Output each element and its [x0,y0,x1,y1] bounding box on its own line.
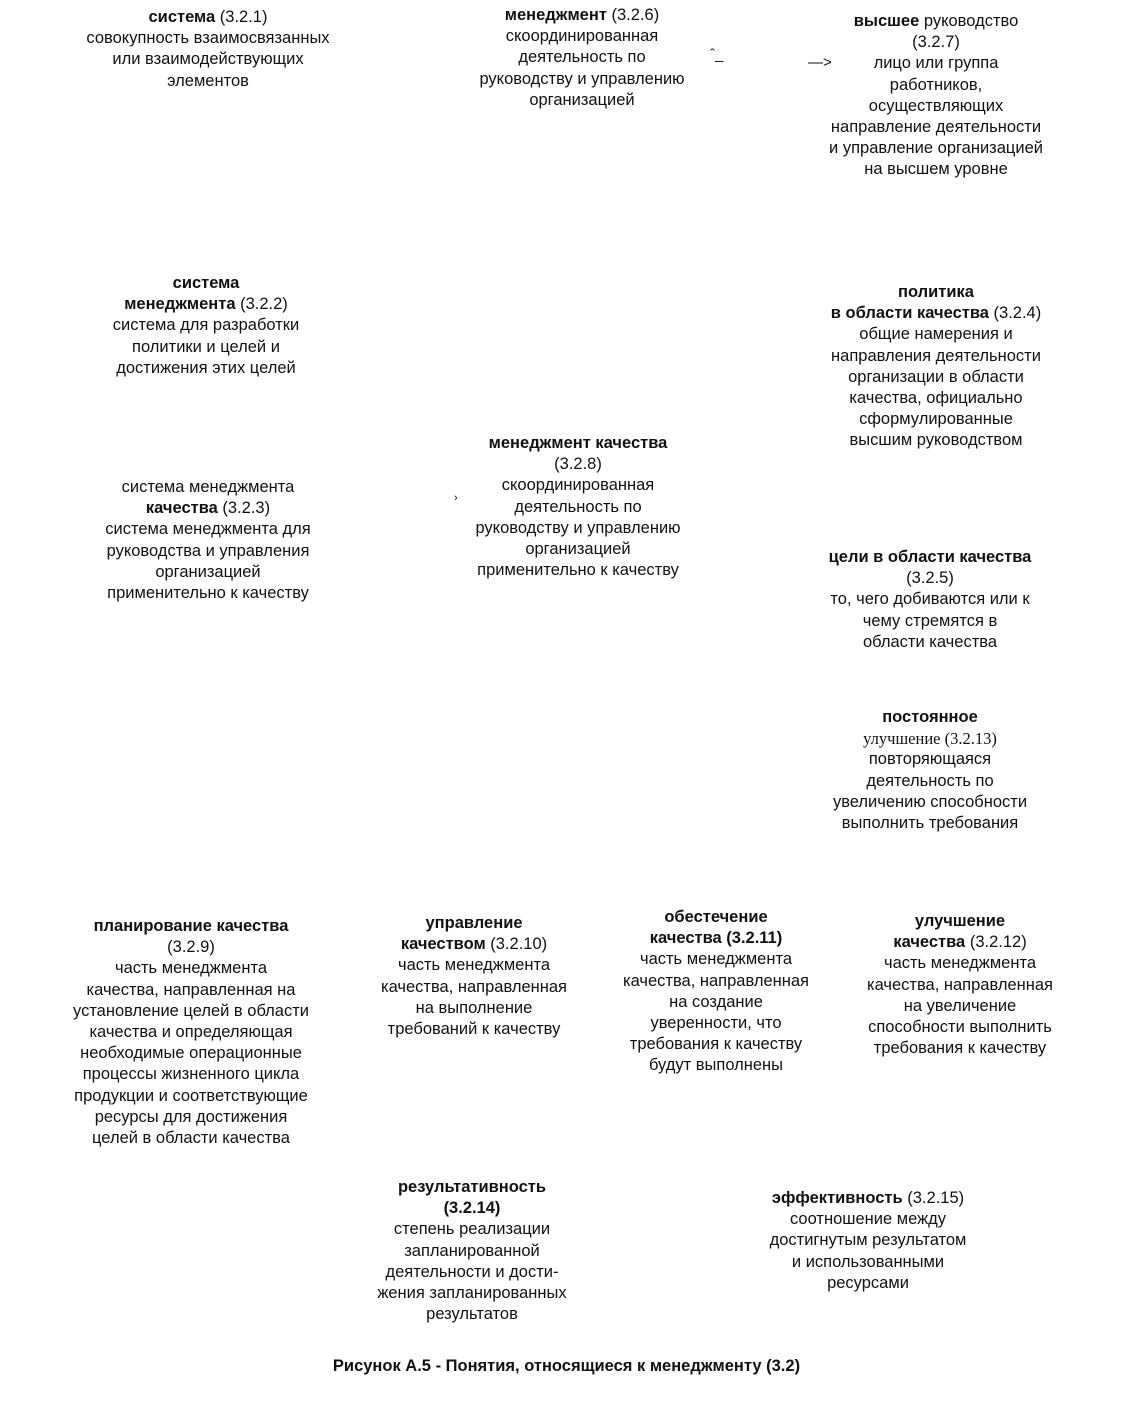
def-line: часть менеджмента [397,956,551,975]
def-line: повторяющаяся [868,750,992,769]
def-line: высшим руководством [849,431,1023,450]
term: улучшение [914,912,1006,930]
def-line: общие намерения и [859,325,1013,344]
def-line: на увеличение [903,996,1017,1015]
def-line: качества, направленная на [86,980,296,999]
ref: (3.2.7) [912,33,960,52]
term: качества [145,499,218,518]
term: эффективность [771,1189,903,1207]
def-line: организацией [525,540,631,559]
concept-qms [70,477,346,604]
term: система [148,8,216,26]
def-line: соотношение между [789,1210,947,1229]
def-line: скоординированная [501,476,655,495]
def-line: требования к качеству [873,1039,1047,1058]
def-line: лицо или группа [873,54,999,73]
def-line: часть менеджмента [114,959,268,978]
term: менеджмент качества [488,434,668,452]
def-line: организации в области [848,367,1024,386]
def-line: деятельность по [518,48,646,67]
arrow-mark: —> [808,54,832,71]
ref: улучшение (3.2.13) [863,729,997,749]
ref: (3.2.10) [485,935,548,954]
def-line: жения запланированных [377,1284,567,1303]
def-line: качества, направленная [380,977,567,996]
term: высшее [853,12,920,30]
def-line: выполнить требования [841,814,1019,833]
def-line: ресурсами [827,1273,909,1292]
def-line: степень реализации [393,1220,551,1239]
concept-quality-planning [46,916,336,1149]
concept-effectiveness [356,1177,588,1325]
def-line: применительно к качеству [477,561,679,580]
term: управление [425,914,523,932]
def-line: будут выполнены [648,1056,784,1075]
def-line: то, чего добиваются или к [830,590,1030,609]
def-line: направления деятельности [831,346,1041,365]
ref: руководство [919,12,1019,30]
def-line: чему стремятся в [862,611,998,630]
def-line: применительно к качеству [107,584,309,603]
ref: (3.2.15) [902,1189,965,1207]
def-line: осуществляющих [868,96,1004,115]
term: в области качества [830,304,989,323]
term: политика [898,283,974,301]
concept-quality-management [440,433,716,581]
def-line: организацией [529,90,635,109]
def-line: уверенности, что [650,1014,782,1033]
def-line: качества, направленная [622,971,809,990]
def-line: увеличению способности [832,792,1028,811]
def-line: деятельность по [866,771,994,790]
def-line: и управление организацией [829,139,1043,158]
def-line: качества и определяющая [89,1023,293,1042]
def-line: процессы жизненного цикла [82,1065,300,1084]
concept-quality-control [360,913,588,1040]
def-line: запланированной [404,1241,540,1260]
ref: (3.2.2) [235,295,288,314]
concept-quality-improvement [846,911,1074,1059]
ref: (3.2.3) [217,499,271,518]
def-line: продукции и соответствующие [74,1086,308,1105]
def-line: руководства и управления [106,541,310,560]
def-line: часть менеджмента [883,954,1037,973]
def-line: целей в области качества [92,1129,290,1148]
def-line: работников, [889,75,983,94]
term: обестечение [664,908,768,926]
ref: (3.2.6) [606,6,660,24]
def-line: результатов [426,1305,518,1324]
def-line: на создание [669,992,763,1011]
def-line: на выполнение [415,998,533,1017]
ref: (3.2.8) [554,455,602,474]
term: планирование качества [93,917,289,935]
term: результативность [397,1178,547,1196]
term: качеством [400,935,486,954]
ref: (3.2.4) [988,304,1042,323]
def-line: деятельности и дости- [385,1262,559,1281]
def-line: организацией [155,562,261,581]
def-line: направление деятельности [830,118,1042,137]
concept-management-system [70,273,342,379]
concept-management [442,5,722,111]
concept-quality-assurance [602,907,830,1077]
def-line: сформулированные [859,410,1013,429]
def-line: руководству и управлению [479,69,685,88]
concept-quality-objectives [792,547,1068,653]
concept-continual-improvement [792,707,1068,834]
def-line: качества, направленная [866,975,1053,994]
concept-top-management [800,11,1072,181]
def-line: способности выполнить [868,1018,1052,1037]
caret-mark: ˆ_ [710,46,724,63]
term-pre: система менеджмента [121,478,295,496]
ref: (3.2.12) [965,933,1027,952]
def-line: достигнутым результатом [769,1231,967,1250]
term: менеджмент [504,6,607,24]
ref: (3.2.5) [906,569,954,588]
concept-quality-policy [800,282,1072,452]
def-line: система для разработки [112,316,300,335]
term: цели в области качества [828,548,1032,566]
def-line: система менеджмента для [105,520,311,539]
def-line: на высшем уровне [864,160,1008,179]
def-line: политики и целей и [132,337,280,356]
term: система [172,274,240,292]
def-line: требований к качеству [387,1020,561,1039]
term: качества (3.2.11) [649,929,783,948]
concept-efficiency [740,1188,996,1294]
def-line: часть менеджмента [639,950,793,969]
def-line: установление целей в области [73,1001,309,1020]
ref: (3.2.1) [215,8,268,26]
def-line: руководству и управлению [475,518,681,537]
def-line: скоординированная [505,27,659,46]
def-line: и использованными [791,1252,945,1271]
def-line: требования к качеству [629,1035,803,1054]
def-line: или взаимодействующих [112,50,304,69]
concept-system [38,7,378,92]
def-line: элементов [167,71,249,90]
def-line: достижения этих целей [116,358,296,377]
ref: (3.2.9) [167,938,215,957]
term: постоянное [882,708,978,726]
term: (3.2.14) [443,1199,501,1218]
term: менеджмента [124,295,236,314]
term: качества [893,933,966,952]
small-arrow-mark: › [454,492,458,504]
def-line: совокупность взаимосвязанных [86,29,330,48]
def-line: необходимые операционные [80,1044,302,1063]
def-line: качества, официально [849,389,1023,408]
def-line: области качества [862,632,998,651]
figure-caption: Рисунок А.5 - Понятия, относящиеся к менеджменту (3.2) [332,1357,801,1375]
def-line: ресурсы для достижения [94,1107,288,1126]
def-line: деятельность по [514,497,642,516]
